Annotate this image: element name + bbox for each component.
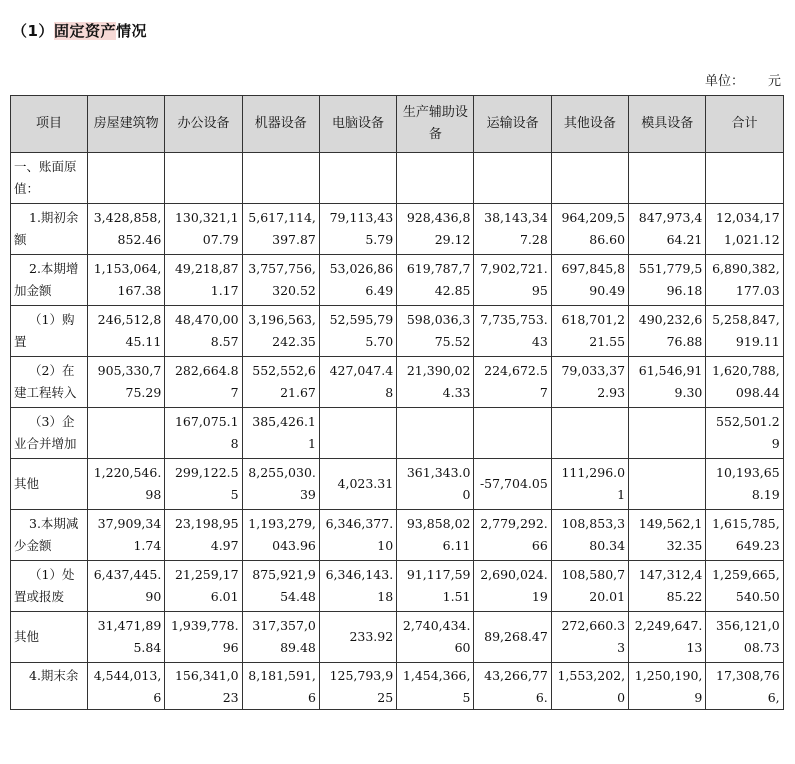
table-cell: 43,266,776. [474,663,551,710]
table-cell: 89,268.47 [474,612,551,663]
table-cell: 551,779,596.18 [629,255,706,306]
table-cell: 17,308,766, [706,663,783,710]
table-cell [629,408,706,459]
table-cell [319,153,396,204]
table-cell: 2,740,434.60 [397,612,474,663]
table-cell: 1,939,778.96 [165,612,242,663]
table-cell [319,408,396,459]
table-cell: 52,595,795.70 [319,306,396,357]
table-cell: 48,470,008.57 [165,306,242,357]
table-cell: 5,258,847,919.11 [706,306,783,357]
table-cell: 37,909,341.74 [88,510,165,561]
table-cell: 156,341,023 [165,663,242,710]
table-cell: 490,232,676.88 [629,306,706,357]
table-cell: 91,117,591.51 [397,561,474,612]
row-label: 3.本期减少金额 [11,510,88,561]
table-cell: 167,075.18 [165,408,242,459]
table-cell: 619,787,742.85 [397,255,474,306]
table-cell: 2,779,292.66 [474,510,551,561]
row-label: （1）处置或报废 [11,561,88,612]
table-cell: 552,501.29 [706,408,783,459]
table-cell: 317,357,089.48 [242,612,319,663]
table-row [11,153,784,204]
table-cell: 93,858,026.11 [397,510,474,561]
table-cell: 38,143,347.28 [474,204,551,255]
row-label: 2.本期增加金额 [11,255,88,306]
table-cell: 1,615,785,649.23 [706,510,783,561]
table-cell: 8,255,030.39 [242,459,319,510]
table-cell: 53,026,866.49 [319,255,396,306]
table-cell: 6,346,143.18 [319,561,396,612]
table-cell: 10,193,658.19 [706,459,783,510]
table-cell [474,408,551,459]
table-row [11,255,784,306]
table-cell: 905,330,775.29 [88,357,165,408]
table-cell: 3,196,563,242.35 [242,306,319,357]
table-cell: 61,546,919.30 [629,357,706,408]
table-row [11,408,784,459]
row-label: 一、账面原值： [11,153,88,204]
column-header: 其他设备 [551,96,628,153]
table-cell: 125,793,925 [319,663,396,710]
table-cell: 3,428,858,852.46 [88,204,165,255]
table-row [11,357,784,408]
table-row [11,561,784,612]
table-cell: 12,034,171,021.12 [706,204,783,255]
table-cell: 1,553,202,0 [551,663,628,710]
section-title-suffix: 情况 [115,22,147,40]
fixed-assets-table [10,95,784,710]
table-cell: 356,121,008.73 [706,612,783,663]
unit-note [705,70,781,89]
table-cell: 928,436,829.12 [397,204,474,255]
table-cell: 5,617,114,397.87 [242,204,319,255]
column-header: 办公设备 [165,96,242,153]
column-header: 机器设备 [242,96,319,153]
table-cell [474,153,551,204]
table-cell: 427,047.48 [319,357,396,408]
table-cell: 697,845,890.49 [551,255,628,306]
table-cell [165,153,242,204]
row-label: 1.期初余额 [11,204,88,255]
table-cell: 147,312,485.22 [629,561,706,612]
table-cell: 233.92 [319,612,396,663]
table-cell: 21,259,176.01 [165,561,242,612]
table-cell: 1,620,788,098.44 [706,357,783,408]
table-cell [629,153,706,204]
row-label: （1）购置 [11,306,88,357]
table-cell [551,408,628,459]
table-cell [551,153,628,204]
table-row [11,612,784,663]
table-cell: 1,250,190,9 [629,663,706,710]
table-row [11,306,784,357]
table-cell: 1,193,279,043.96 [242,510,319,561]
row-label: （2）在建工程转入 [11,357,88,408]
table-cell: 3,757,756,320.52 [242,255,319,306]
unit-label: 单位： [704,74,744,89]
table-cell: 130,321,107.79 [165,204,242,255]
column-header: 运输设备 [474,96,551,153]
table-cell [706,153,783,204]
header-row [11,96,784,153]
table-cell: 552,552,621.67 [242,357,319,408]
table-row [11,204,784,255]
table-row [11,459,784,510]
table-cell: 618,701,221.55 [551,306,628,357]
table-cell: 23,198,954.97 [165,510,242,561]
column-header: 项目 [11,96,88,153]
table-cell: 1,153,064,167.38 [88,255,165,306]
section-title-prefix: （1） [12,22,54,40]
table-cell: 1,454,366,5 [397,663,474,710]
table-cell: 1,220,546.98 [88,459,165,510]
table-cell: 598,036,375.52 [397,306,474,357]
row-label: （3）企业合并增加 [11,408,88,459]
table-cell: 21,390,024.33 [397,357,474,408]
table-cell: 6,890,382,177.03 [706,255,783,306]
table-cell: 964,209,586.60 [551,204,628,255]
section-title-highlight: 固定资产 [53,22,116,40]
table-cell: 7,902,721.95 [474,255,551,306]
row-label: 4.期末余 [11,663,88,710]
table-cell: 79,033,372.93 [551,357,628,408]
table-cell: 7,735,753.43 [474,306,551,357]
table-cell [88,153,165,204]
table-cell: 4,544,013,6 [88,663,165,710]
table-cell: 299,122.55 [165,459,242,510]
table-cell [397,408,474,459]
table-cell: 361,343.00 [397,459,474,510]
table-cell: 282,664.87 [165,357,242,408]
table-cell: 6,437,445.90 [88,561,165,612]
row-label: 其他 [11,612,88,663]
table-cell: 1,259,665,540.50 [706,561,783,612]
table-cell: 31,471,895.84 [88,612,165,663]
table-cell: 847,973,464.21 [629,204,706,255]
table-cell: 149,562,132.35 [629,510,706,561]
table-cell: -57,704.05 [474,459,551,510]
column-header: 模具设备 [629,96,706,153]
table-cell: 224,672.57 [474,357,551,408]
column-header: 合计 [706,96,783,153]
table-cell: 49,218,871.17 [165,255,242,306]
table-cell [88,408,165,459]
table-cell: 385,426.11 [242,408,319,459]
table-cell: 108,580,720.01 [551,561,628,612]
row-label: 其他 [11,459,88,510]
unit-value: 元 [767,74,781,89]
column-header: 生产辅助设备 [397,96,474,153]
table-row [11,510,784,561]
table-cell [242,153,319,204]
table-cell: 875,921,954.48 [242,561,319,612]
table-row [11,663,784,710]
table-cell: 111,296.01 [551,459,628,510]
table-cell [397,153,474,204]
table-cell: 108,853,380.34 [551,510,628,561]
table-cell: 2,690,024.19 [474,561,551,612]
table-cell [629,459,706,510]
column-header: 房屋建筑物 [88,96,165,153]
table-cell: 4,023.31 [319,459,396,510]
table-cell: 2,249,647.13 [629,612,706,663]
table-cell: 79,113,435.79 [319,204,396,255]
table-cell: 6,346,377.10 [319,510,396,561]
column-header: 电脑设备 [319,96,396,153]
table-cell: 272,660.33 [551,612,628,663]
table-cell: 246,512,845.11 [88,306,165,357]
section-title [12,20,147,41]
table-cell: 8,181,591,6 [242,663,319,710]
